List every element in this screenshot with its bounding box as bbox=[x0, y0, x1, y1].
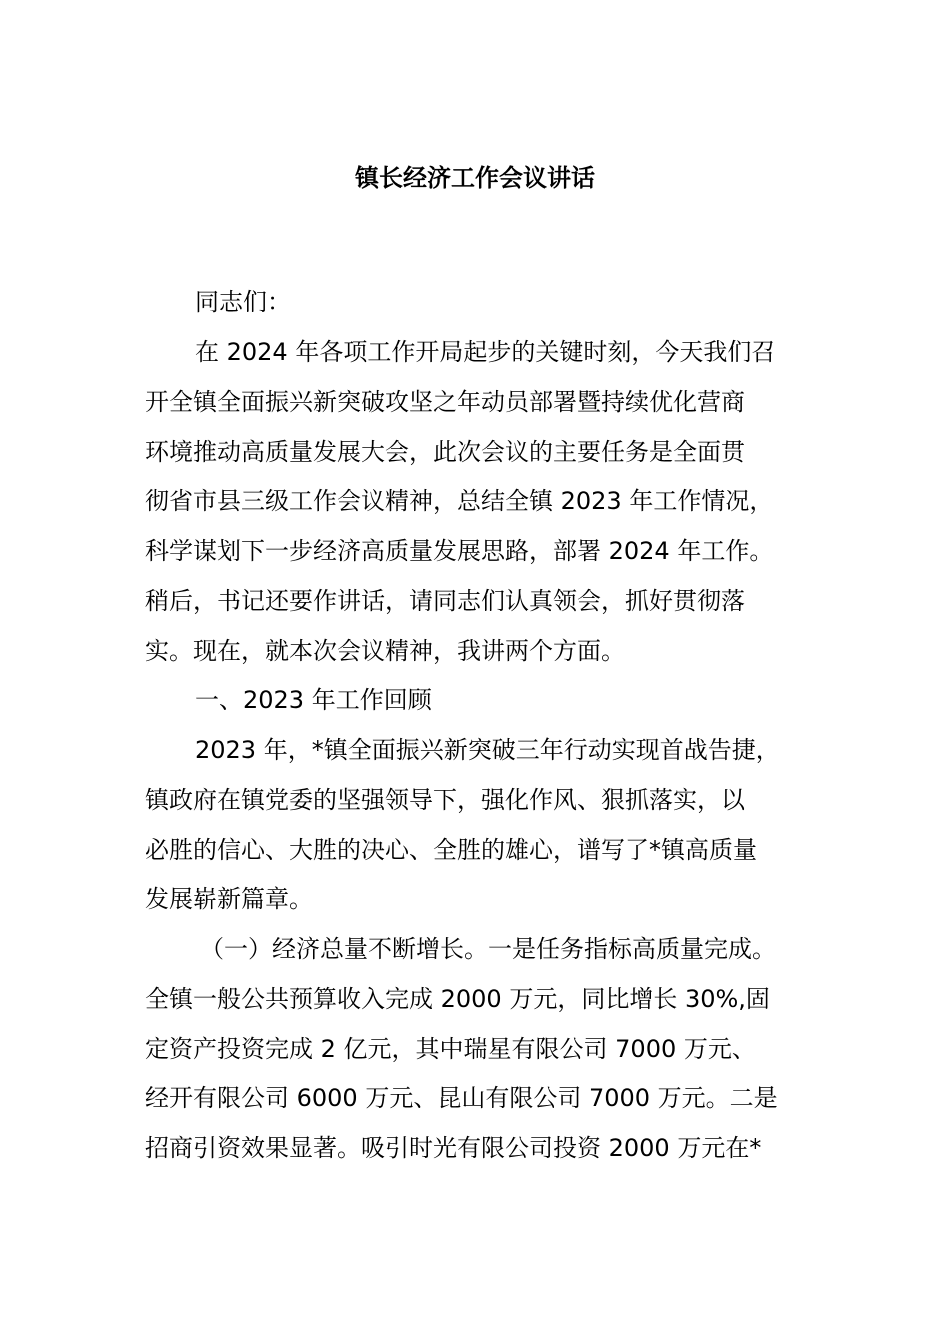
paragraph-line: 彻省市县三级工作会议精神，总结全镇 2023 年工作情况， bbox=[145, 487, 774, 515]
section-heading: 一、2023 年工作回顾 bbox=[195, 686, 432, 714]
paragraph-line: 招商引资效果显著。吸引时光有限公司投资 2000 万元在* bbox=[145, 1134, 762, 1162]
paragraph-line: 科学谋划下一步经济高质量发展思路，部署 2024 年工作。 bbox=[145, 537, 774, 565]
subsection-line: （一）经济总量不断增长。一是任务指标高质量完成。 bbox=[200, 935, 776, 963]
paragraph-line: 定资产投资完成 2 亿元，其中瑞星有限公司 7000 万元、 bbox=[145, 1035, 756, 1063]
paragraph-line: 镇政府在镇党委的坚强领导下，强化作风、狠抓落实，以 bbox=[145, 786, 745, 814]
paragraph-line: 在 2024 年各项工作开局起步的关键时刻，今天我们召 bbox=[195, 338, 776, 366]
paragraph-line: 稍后，书记还要作讲话，请同志们认真领会，抓好贯彻落 bbox=[145, 587, 745, 615]
paragraph-line: 实。现在，就本次会议精神，我讲两个方面。 bbox=[145, 637, 625, 665]
paragraph-line: 环境推动高质量发展大会，此次会议的主要任务是全面贯 bbox=[145, 438, 745, 466]
paragraph-line: 开全镇全面振兴新突破攻坚之年动员部署暨持续优化营商 bbox=[145, 388, 745, 416]
paragraph-line: 经开有限公司 6000 万元、昆山有限公司 7000 万元。二是 bbox=[145, 1084, 778, 1112]
paragraph-line: 必胜的信心、大胜的决心、全胜的雄心，谱写了*镇高质量 bbox=[145, 836, 757, 864]
salutation: 同志们： bbox=[195, 288, 291, 316]
document-title: 镇长经济工作会议讲话 bbox=[355, 164, 595, 192]
paragraph-line: 2023 年，*镇全面振兴新突破三年行动实现首战告捷， bbox=[195, 736, 780, 764]
paragraph-line: 全镇一般公共预算收入完成 2000 万元，同比增长 30%,固 bbox=[145, 985, 770, 1013]
paragraph-line: 发展崭新篇章。 bbox=[145, 885, 313, 913]
